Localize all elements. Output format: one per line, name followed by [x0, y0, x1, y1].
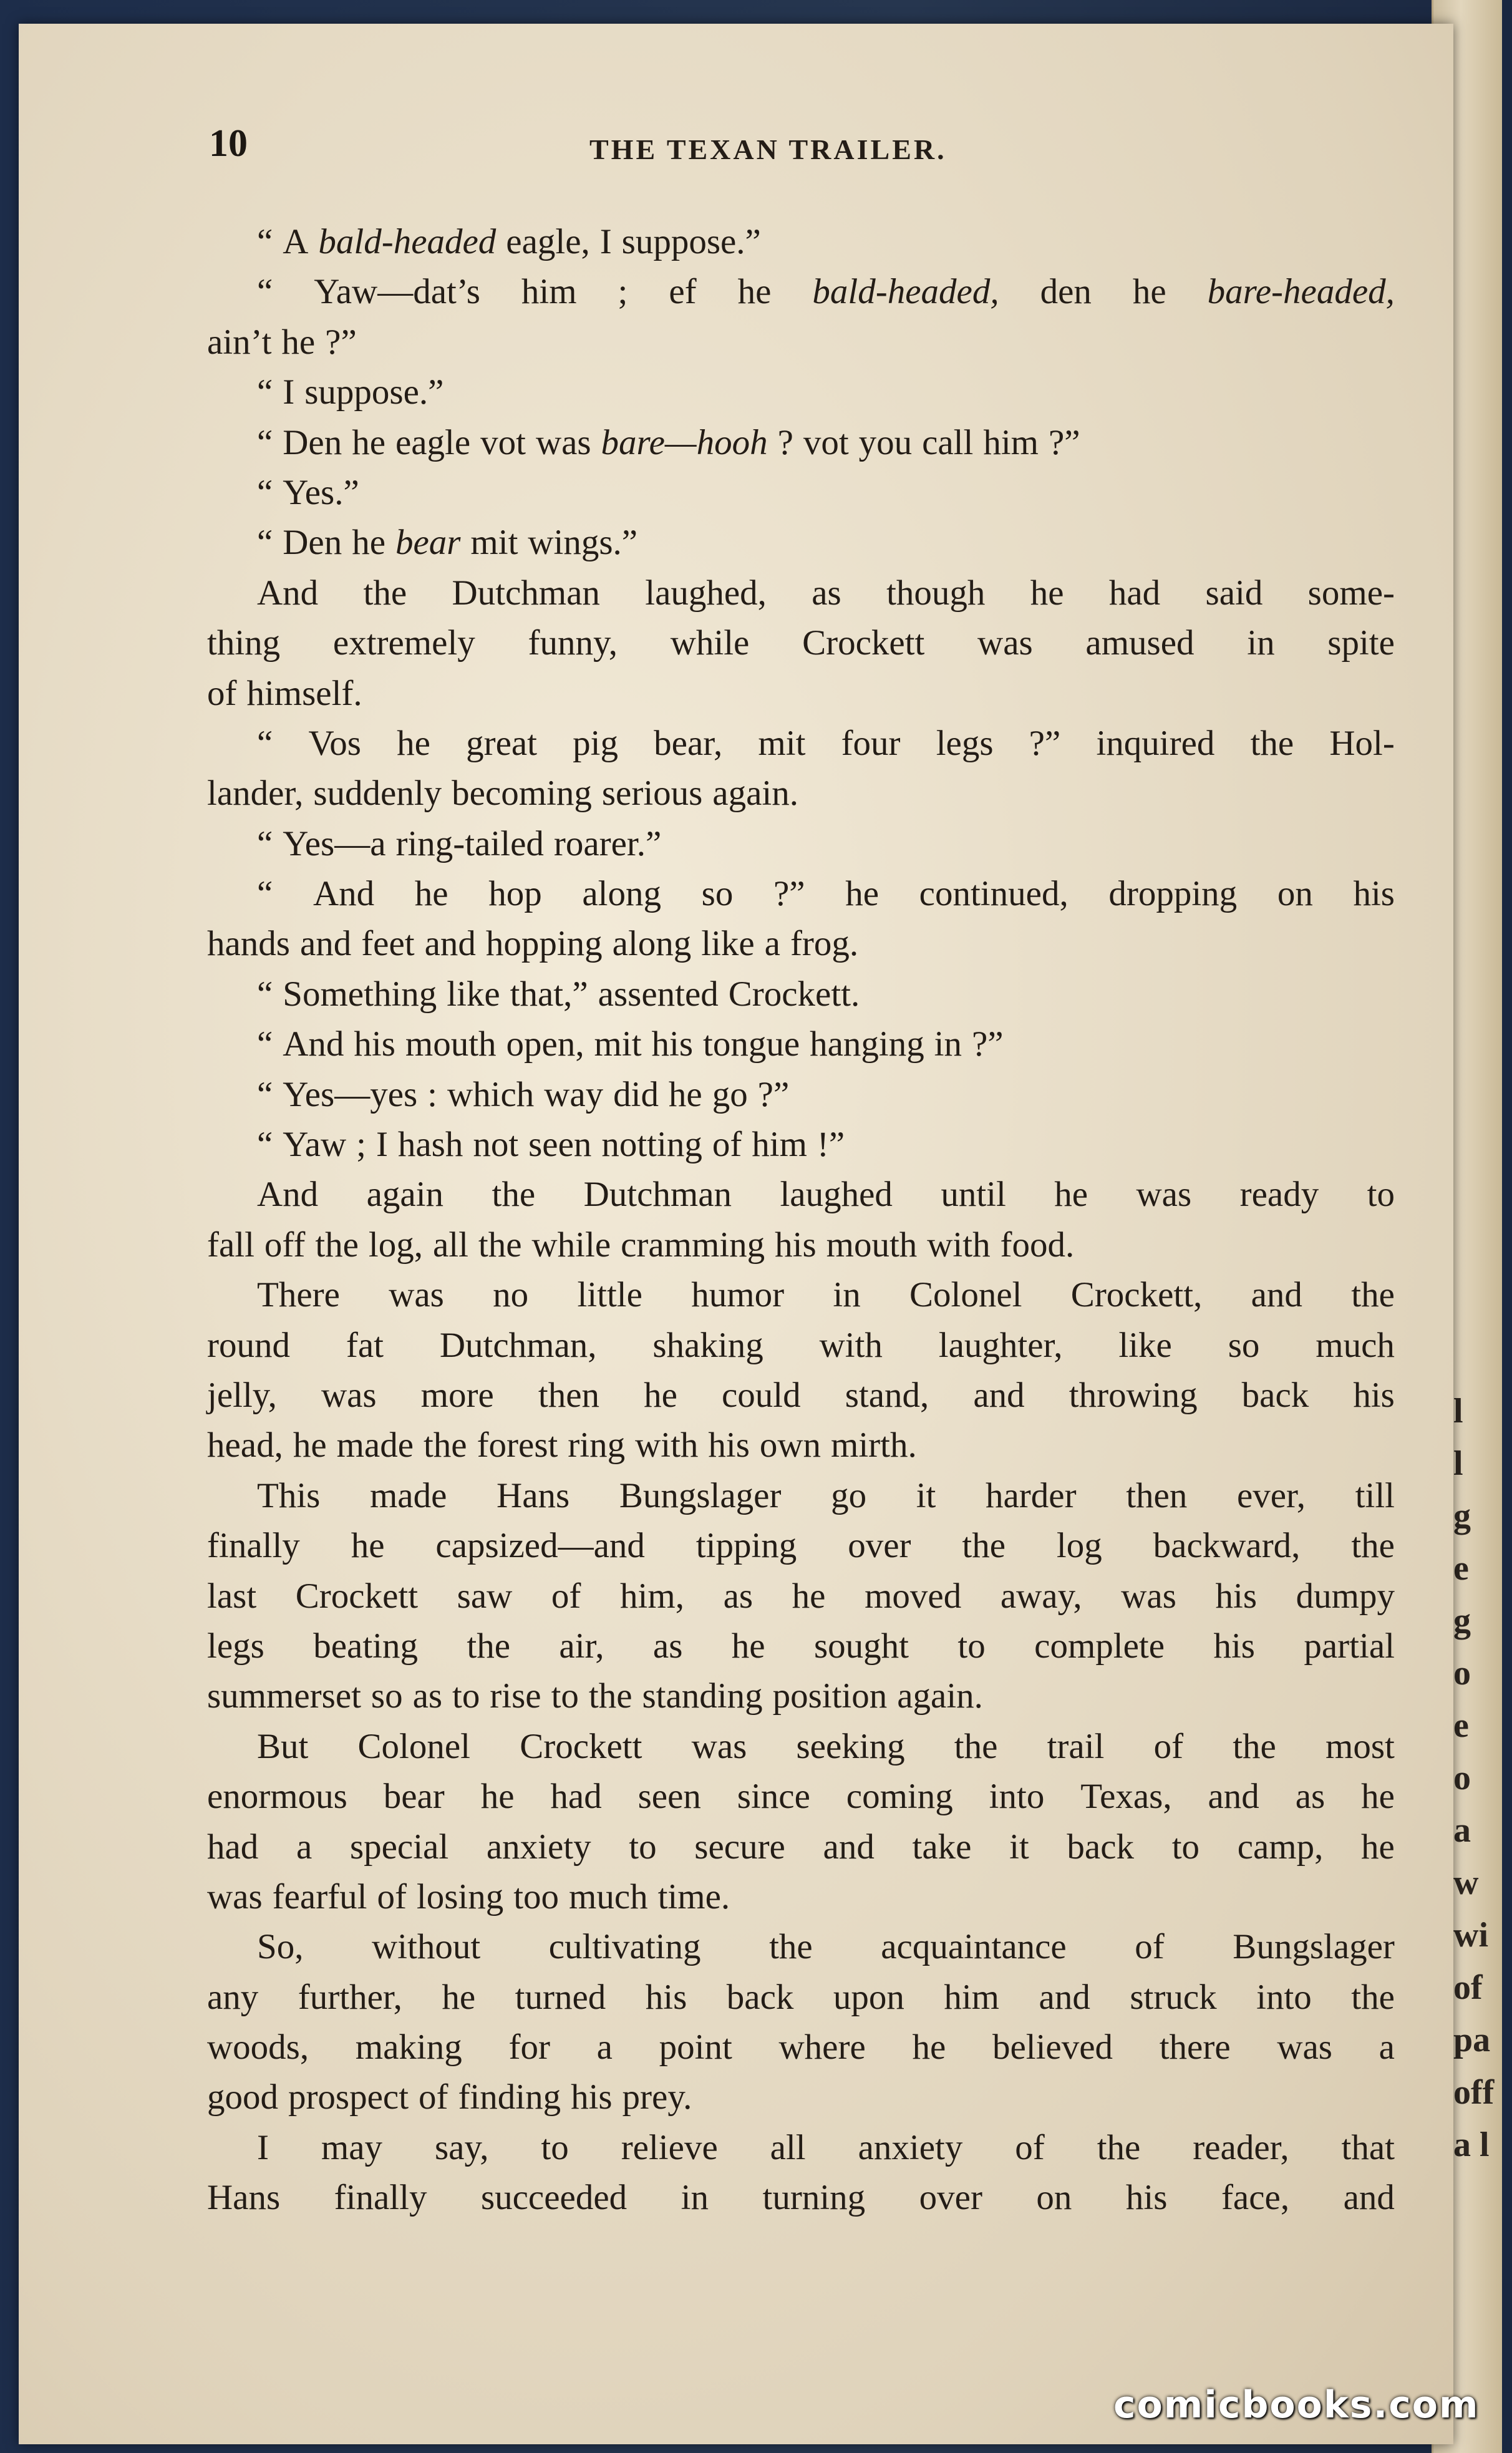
- text-line: This made Hans Bungslager go it harder then ever, till: [257, 1475, 1395, 1515]
- text-line: But Colonel Crockett was seeking the trail of the most: [257, 1726, 1395, 1766]
- text-line: finally he capsized—and tipping over the log backward, the: [207, 1526, 1395, 1566]
- text-line: “ Den he eagle vot was bare—hooh ? vot you call him ?”: [257, 422, 1080, 462]
- text-line: head, he made the forest ring with his own mirth.: [207, 1426, 917, 1465]
- adjacent-page-fragment: off: [1453, 2073, 1495, 2112]
- text-line: lander, suddenly becoming serious again.: [207, 774, 798, 814]
- text-line: “ Yes—yes : which way did he go ?”: [257, 1074, 790, 1114]
- adjacent-page-fragment: o: [1453, 1654, 1471, 1693]
- text-line: had a special anxiety to secure and take it back to camp, he: [207, 1827, 1395, 1867]
- text-line: last Crockett saw of him, as he moved away, was his dumpy: [207, 1576, 1395, 1616]
- text-line: So, without cultivating the acquaintance of Bungslager: [257, 1927, 1395, 1967]
- text-line: “ And his mouth open, mit his tongue hanging in ?”: [257, 1024, 1004, 1064]
- page-header: [209, 122, 1394, 172]
- running-title: THE TEXAN TRAILER.: [589, 134, 947, 165]
- adjacent-page-fragment: e: [1453, 1706, 1469, 1745]
- text-line: “ Yes.”: [257, 472, 359, 512]
- text-line: “ Den he bear mit wings.”: [257, 523, 638, 563]
- text-line: ain’t he ?”: [207, 322, 357, 362]
- text-line: was fearful of losing too much time.: [207, 1877, 730, 1916]
- text-line: summerset so as to rise to the standing position again.: [207, 1676, 983, 1716]
- adjacent-page-fragment: a: [1453, 1811, 1471, 1850]
- body-text: [207, 217, 1395, 2223]
- adjacent-page-fragment: g: [1453, 1601, 1471, 1640]
- text-line: good prospect of finding his prey.: [207, 2077, 692, 2117]
- text-line: “ A bald-headed eagle, I suppose.”: [257, 222, 761, 261]
- adjacent-page-fragment: wi: [1453, 1916, 1488, 1955]
- adjacent-page-fragment: l: [1453, 1392, 1463, 1431]
- text-line: And again the Dutchman laughed until he was ready to: [257, 1175, 1395, 1215]
- adjacent-page-text: [1453, 1385, 1494, 2171]
- page-number: 10: [209, 122, 248, 165]
- text-line: enormous bear he had seen since coming into Texas, and as he: [207, 1777, 1395, 1817]
- adjacent-page-fragment: of: [1453, 1968, 1483, 2007]
- adjacent-page-fragment: w: [1453, 1863, 1479, 1902]
- text-line: hands and feet and hopping along like a frog.: [207, 924, 859, 964]
- text-line: I may say, to relieve all anxiety of the reader, that: [257, 2127, 1395, 2167]
- text-line: There was no little humor in Colonel Crockett, and the: [257, 1275, 1395, 1315]
- text-line: And the Dutchman laughed, as though he had said some-: [257, 573, 1395, 613]
- adjacent-page-fragment: g: [1453, 1497, 1471, 1535]
- watermark: comicbooks.com: [1113, 2383, 1480, 2427]
- text-line: “ Yes—a ring-tailed roarer.”: [257, 823, 662, 863]
- adjacent-page-fragment: o: [1453, 1759, 1471, 1797]
- text-line: “ Yaw ; I hash not seen notting of him !”: [257, 1125, 845, 1165]
- text-line: “ Yaw—dat’s him ; ef he bald-headed, den he bare-headed,: [257, 272, 1395, 312]
- text-line: fall off the log, all the while cramming his mouth with food.: [207, 1225, 1075, 1265]
- adjacent-page-fragment: a l: [1453, 2125, 1490, 2164]
- text-line: “ And he hop along so ?” he continued, dropping on his: [257, 874, 1395, 914]
- adjacent-page-fragment: e: [1453, 1549, 1469, 1588]
- adjacent-page-fragment: pa: [1453, 2021, 1491, 2059]
- adjacent-page-fragment: l: [1453, 1444, 1463, 1483]
- text-line: jelly, was more then he could stand, and throwing back his: [207, 1375, 1395, 1415]
- text-line: “ I suppose.”: [257, 372, 444, 412]
- text-line: “ Something like that,” assented Crockett.: [257, 974, 860, 1014]
- text-line: any further, he turned his back upon him and struck into the: [207, 1977, 1395, 2017]
- text-line: legs beating the air, as he sought to complete his partial: [207, 1626, 1395, 1666]
- text-line: “ Vos he great pig bear, mit four legs ?” inquired the Hol-: [257, 723, 1395, 763]
- text-line: thing extremely funny, while Crockett was amused in spite: [207, 623, 1395, 663]
- text-line: of himself.: [207, 673, 362, 713]
- text-line: woods, making for a point where he believed there was a: [207, 2028, 1395, 2067]
- text-line: round fat Dutchman, shaking with laughter, like so much: [207, 1325, 1395, 1365]
- text-line: Hans finally succeeded in turning over on his face, and: [207, 2178, 1395, 2218]
